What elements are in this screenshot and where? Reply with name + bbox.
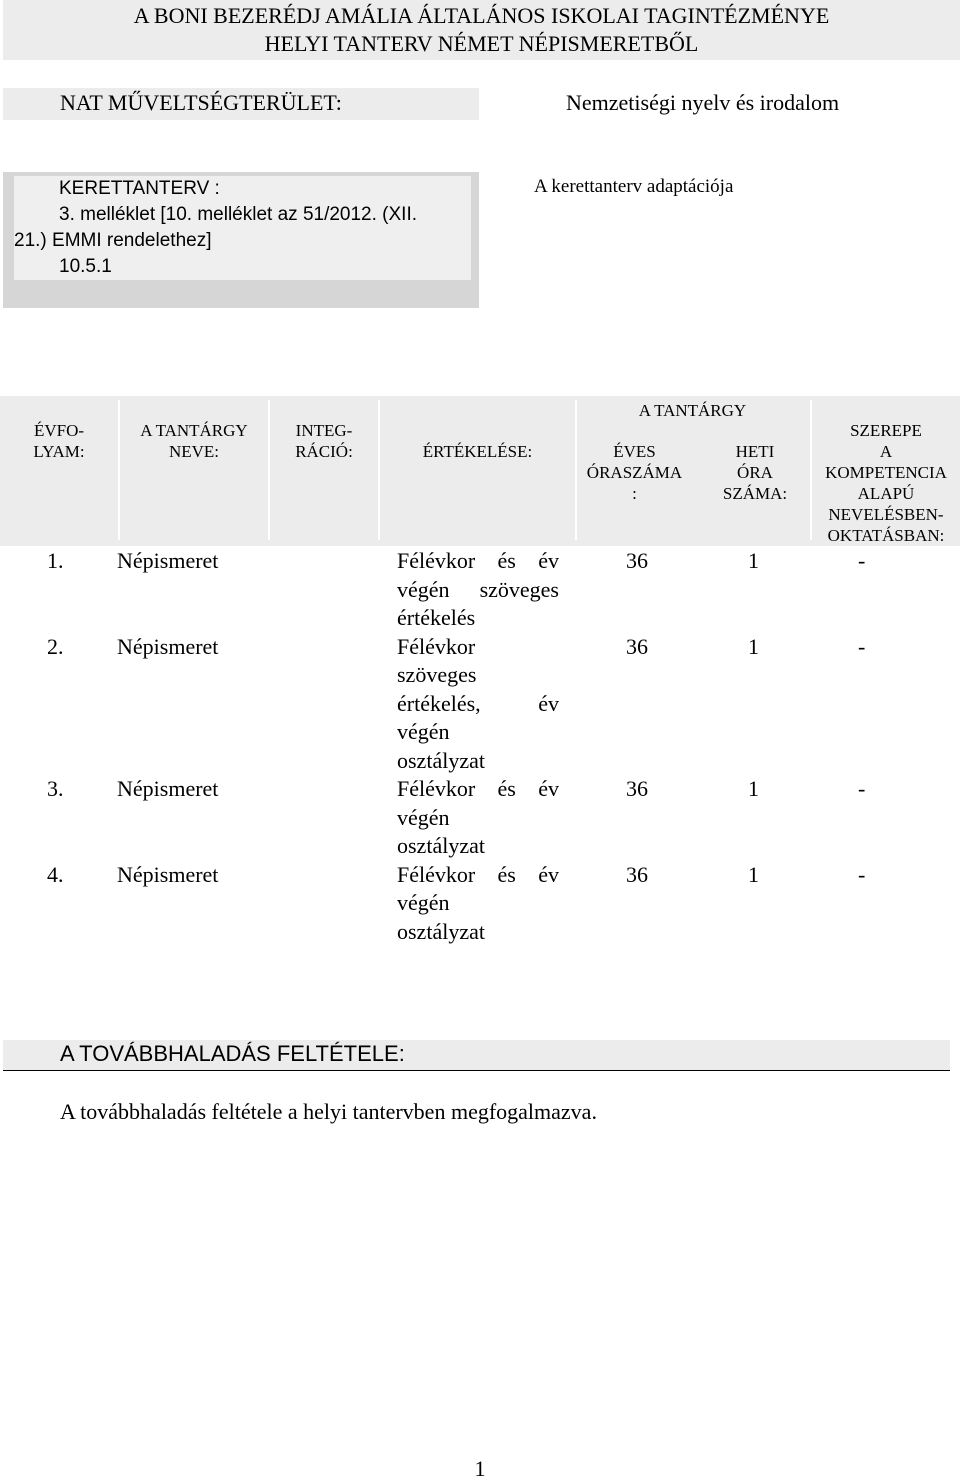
row-weekly-hours: 1 [748,776,759,801]
evaluation-line [397,747,559,776]
evaluation-line [397,918,559,947]
evaluation-line [397,718,559,747]
header-text: ÉVES [613,442,656,461]
row-grade: 3. [47,776,64,801]
nat-label: NAT MŰVELTSÉGTERÜLET: [60,90,342,115]
row-evaluation [397,861,559,947]
evaluation-word: osztályzat [397,747,485,773]
evaluation-word: év [538,548,559,573]
header-text: ÉVFO- [33,421,85,440]
kerettanterv-line-4: 10.5.1 [59,256,112,277]
evaluation-line [397,832,559,861]
kerettanterv-line-3: 21.) EMMI rendelethez] [14,230,212,251]
title-line-2: HELYI TANTERV NÉMET NÉPISMERETBŐL [264,31,699,56]
row-role: - [858,548,866,573]
row-subject: Népismeret [117,861,219,887]
evaluation-word: év [538,690,559,716]
header-eves-oraszam [577,441,692,504]
nat-value: Nemzetiségi nyelv és irodalom [566,90,840,115]
row-grade: 2. [47,633,64,659]
row-annual-hours: 36 [626,861,648,887]
evaluation-line [397,690,559,719]
kerettanterv-line-1: KERETTANTERV : [59,178,220,199]
header-tantargy-group: A TANTÁRGY [638,401,747,420]
header-integracio [270,420,378,462]
evaluation-line [397,661,559,690]
evaluation-word: Félévkor [397,548,476,573]
evaluation-word: Félévkor [397,861,476,887]
header-text: OKTATÁSBAN: [827,526,945,545]
header-text: HETI [735,442,775,461]
evaluation-line [397,547,559,576]
evaluation-word: és [497,776,516,801]
row-grade: 1. [47,548,64,573]
evaluation-word: értékelés [397,605,476,630]
header-text: SZEREPE [850,421,922,440]
evaluation-line [397,604,559,633]
evaluation-word: végén [397,576,450,602]
row-weekly-hours: 1 [748,548,759,573]
row-evaluation [397,633,559,776]
evaluation-line [397,889,559,918]
header-text: ÉRTÉKELÉSE: [422,442,533,461]
row-evaluation [397,775,559,861]
row-grade: 4. [47,861,64,887]
header-text: NEVELÉSBEN- [828,505,944,524]
header-text: RÁCIÓ: [295,442,353,461]
title-line-1: A BONI BEZERÉDJ AMÁLIA ÁLTALÁNOS ISKOLAI TAGINTÉZMÉNYE [133,3,830,28]
evaluation-word: osztályzat [397,833,485,858]
header-text: : [632,484,637,503]
evaluation-word: szöveges [397,662,477,687]
header-separator [378,400,380,540]
kerettanterv-text [14,176,471,280]
evaluation-word: Félévkor [397,633,476,659]
evaluation-word: osztályzat [397,918,485,944]
header-heti-oraszam [700,441,810,504]
evaluation-word: szöveges [479,576,559,602]
header-text: SZÁMA: [722,484,788,503]
row-evaluation [397,547,559,633]
header-szerepe [812,420,960,546]
header-text: A TANTÁRGY [140,421,248,440]
header-text: KOMPETENCIA [825,463,947,482]
tovabbhaladas-title: A TOVÁBBHALADÁS FELTÉTELE: [60,1041,405,1066]
header-text: LYAM: [33,442,85,461]
row-subject: Népismeret [117,548,219,573]
row-role: - [858,861,866,887]
evaluation-line [397,633,559,662]
evaluation-line [397,804,559,833]
kerettanterv-line-2: 3. melléklet [10. melléklet az 51/2012. (XII. [59,204,418,225]
evaluation-word: és [497,548,516,573]
row-annual-hours: 36 [626,633,648,659]
row-annual-hours: 36 [626,776,648,801]
header-ertekeles [380,441,575,462]
adaptation-label: A kerettanterv adaptációja [534,176,734,197]
header-text: NEVE: [168,442,220,461]
row-subject: Népismeret [117,776,219,801]
evaluation-line [397,775,559,804]
row-role: - [858,776,866,801]
evaluation-word: végén [397,890,450,915]
evaluation-word: év [538,861,559,887]
evaluation-word: értékelés, [397,690,481,716]
header-text: ÓRASZÁMA [586,463,683,482]
evaluation-word: év [538,776,559,801]
header-text: ÓRA [737,463,773,482]
header-evfolyam [0,420,118,462]
row-subject: Népismeret [117,633,219,659]
row-role: - [858,633,866,659]
header-text: INTEG- [295,421,353,440]
row-annual-hours: 36 [626,548,648,573]
evaluation-line [397,861,559,890]
evaluation-line [397,576,559,605]
row-weekly-hours: 1 [748,633,759,659]
header-text: ALAPÚ [857,484,915,503]
page-number: 1 [474,1456,486,1481]
evaluation-word: végén [397,719,450,744]
evaluation-word: végén [397,804,450,830]
evaluation-word: Félévkor [397,776,476,801]
evaluation-word: és [497,861,516,887]
header-tantargy-neve [120,420,268,462]
document-title [3,0,960,60]
row-weekly-hours: 1 [748,861,759,887]
tovabbhaladas-text: A továbbhaladás feltétele a helyi tantervben megfogalmazva. [60,1099,597,1124]
header-text: A [879,442,893,461]
